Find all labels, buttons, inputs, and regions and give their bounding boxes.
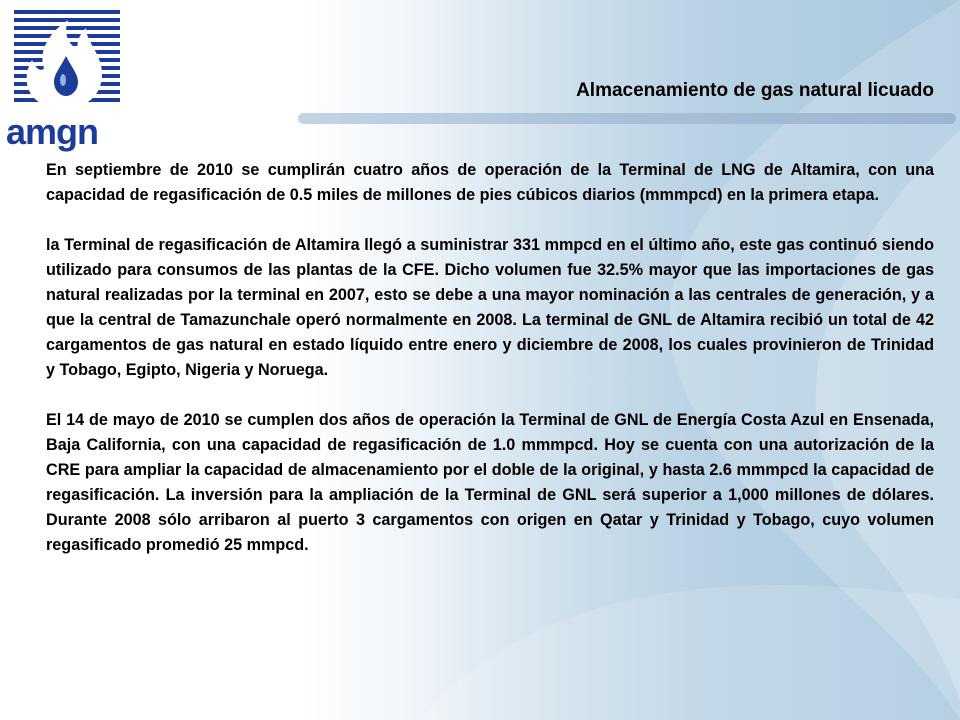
flame-logo-icon (6, 6, 124, 116)
paragraph-altamira-intro: En septiembre de 2010 se cumplirán cuatro años de operación de la Terminal de LNG de Altamira, con una capacidad de regasificación de 0.5 miles de millones de pies cúbicos diarios (mmmpcd) en la primera etapa. (46, 161, 934, 204)
slide-title: Almacenamiento de gas natural licuado (576, 80, 934, 101)
amgn-logo (6, 6, 124, 152)
title-underline-bar (298, 113, 956, 124)
slide-body (46, 158, 934, 583)
paragraph-altamira-supply: la Terminal de regasificación de Altamira llegó a suministrar 331 mmpcd en el último año, este gas continuó siendo utilizado para consumos de las plantas de la CFE. Dicho volumen fue 32.5% mayor que las importaciones de gas natural realizadas por la terminal en 2007, esto se debe a una mayor nominación a las centrales de generación, y a que la central de Tamazunchale operó normalmente en 2008. La terminal de GNL de Altamira recibió un total de 42 cargamentos de gas natural en estado líquido entre enero y diciembre de 2008, los cuales provinieron de Trinidad y Tobago, Egipto, Nigeria y Noruega. (46, 236, 934, 379)
paragraph-costa-azul: El 14 de mayo de 2010 se cumplen dos años de operación la Terminal de GNL de Energía Costa Azul en Ensenada, Baja California, con una capacidad de regasificación de 1.0 mmmpcd. Hoy se cuenta con una autorización de la CRE para ampliar la capacidad de almacenamiento por el doble de la original, y hasta 2.6 mmmpcd la capacidad de regasificación. La inversión para la ampliación de la Terminal de GNL será superior a 1,000 millones de dólares. Durante 2008 sólo arribaron al puerto 3 cargamentos con origen en Qatar y Trinidad y Tobago, cuyo volumen regasificado promedió 25 mmpcd. (46, 411, 934, 554)
logo-wordmark: amgn (6, 111, 99, 152)
